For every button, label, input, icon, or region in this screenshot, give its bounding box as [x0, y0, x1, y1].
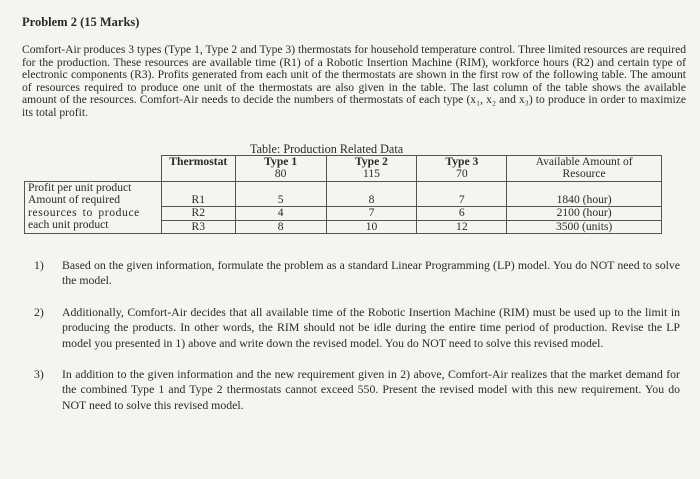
profit-label: Profit per unit product — [28, 180, 132, 194]
cell-r2-type2: 7 — [326, 207, 417, 220]
question-text: Based on the given information, formulate the problem as a standard Linear Programming (LP) model. You do NOT need to solve the model. — [62, 258, 680, 288]
header-available-line2: Resource — [562, 167, 606, 181]
header-thermostat: Thermostat — [161, 156, 235, 182]
cell-r3-type2: 10 — [326, 220, 417, 233]
header-empty-cell — [25, 156, 162, 182]
problem-description: Comfort-Air produces 3 types (Type 1, Type 2 and Type 3) thermostats for household temperature control. Three limited resources are required for the production. These resources are available time (R1) of a Robotic Insertion Machine (RIM), workforce hours (R2) and certain type of electronic components (R3). Profits generated from each unit of the thermostats are shown in the first row of the following table. The amount of resources required to produce one unit of the thermostats are also given in the table. The last column of the table shows the available amount of the resources. Comfort-Air needs to decide the numbers of thermostats of each type (x₁, x₂ and x₃) to produce in order to maximize its total profit. — [22, 43, 687, 119]
resource-name: R3 — [161, 220, 235, 233]
table-caption: Table: Production Related Data — [250, 142, 404, 156]
production-data-table — [24, 155, 662, 234]
question-item — [28, 367, 680, 413]
question-number: 1) — [34, 258, 44, 272]
question-text: In addition to the given information and the new requirement given in 2) above, Comfort-Air realizes that the market demand for the combined Type 1 and Type 2 thermostats cannot exceed 550. Present the revised model with this new requirement. You do NOT need to solve this revised model. — [62, 367, 680, 412]
header-type1-cell — [235, 156, 326, 182]
row-labels-cell — [25, 181, 162, 233]
question-number: 3) — [34, 367, 44, 382]
resource-name: R2 — [161, 207, 235, 220]
resource-label-line2: resources to produce — [28, 205, 140, 219]
problem-title: Problem 2 (15 Marks) — [22, 15, 140, 29]
cell-r3-available: 3500 (units) — [507, 220, 662, 233]
cell-r1-type1: 5 — [235, 181, 326, 206]
resource-name: R1 — [161, 181, 235, 206]
profit-type1: 80 — [274, 167, 287, 181]
question-text: Additionally, Comfort-Air decides that all available time of the Robotic Insertion Machine (RIM) must be used up to the limit in producing the products. In other words, the RIM should not be idle during the entire time period of production. Revise the LP model you presented in 1) above and write down the revised model. You do NOT need to solve this revised model. — [62, 304, 680, 350]
question-number: 2) — [34, 304, 44, 319]
header-available-line1: Available Amount of — [535, 155, 633, 168]
header-type2-cell — [326, 156, 417, 182]
question-item — [28, 258, 680, 289]
cell-r3-type3: 12 — [417, 220, 507, 233]
question-list — [28, 258, 680, 429]
cell-r3-type1: 8 — [235, 220, 326, 233]
table-header-row — [25, 156, 662, 182]
cell-r1-available: 1840 (hour) — [507, 181, 662, 206]
resource-label-line3: each unit product — [28, 218, 109, 232]
header-available-cell — [507, 156, 662, 182]
cell-r2-type1: 4 — [235, 207, 326, 220]
profit-type2: 115 — [363, 167, 380, 181]
cell-r1-type2: 8 — [326, 181, 417, 206]
question-item — [28, 305, 680, 351]
header-type3: Type 3 — [445, 155, 479, 168]
header-type1: Type 1 — [264, 155, 298, 168]
resource-label-line1: Amount of required — [28, 193, 121, 207]
header-type2: Type 2 — [355, 155, 388, 168]
cell-r2-type3: 6 — [417, 207, 507, 220]
table-row-r1 — [25, 181, 662, 206]
header-type3-cell — [417, 156, 507, 182]
cell-r2-available: 2100 (hour) — [507, 207, 662, 220]
profit-type3: 70 — [456, 167, 468, 181]
cell-r1-type3: 7 — [417, 181, 507, 206]
